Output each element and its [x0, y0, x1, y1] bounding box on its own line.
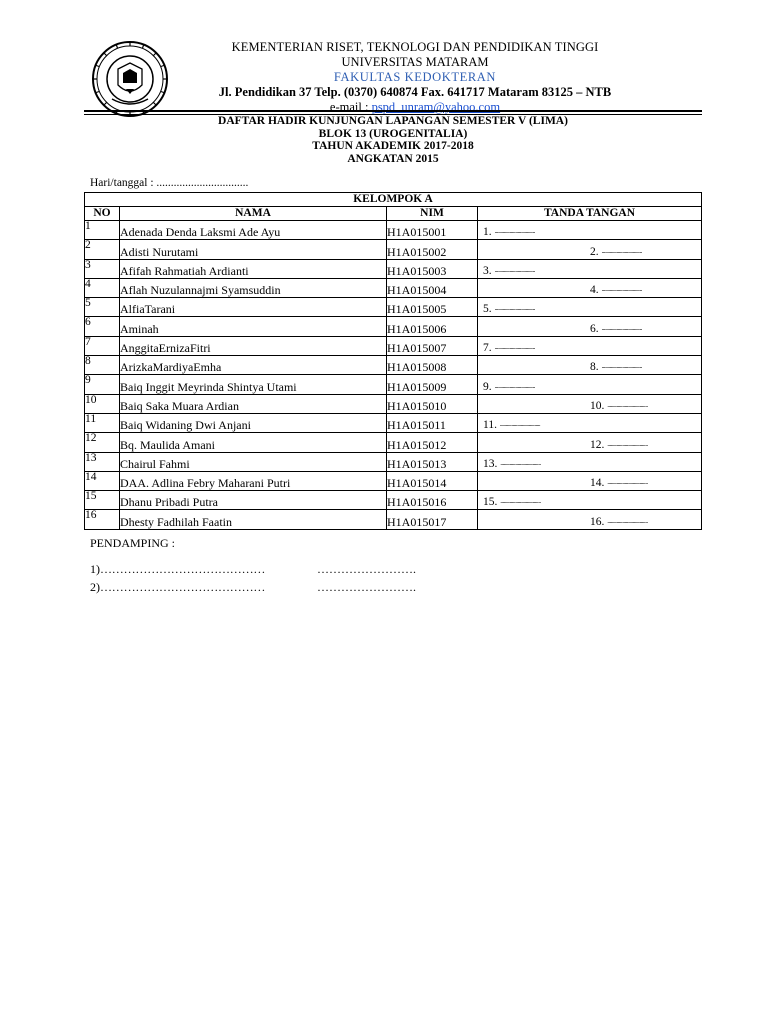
row-name: Dhanu Pribadi Putra: [120, 491, 387, 510]
signature-number: 14.: [590, 477, 605, 490]
email-link[interactable]: pspd_unram@yahoo.com: [371, 100, 501, 114]
signature-dots: ...................................: [607, 400, 648, 409]
table-row: [85, 356, 702, 375]
signature-line: [590, 400, 648, 412]
signature-dots: ...................................: [601, 323, 642, 332]
letterhead: [180, 40, 650, 115]
signature-cell[interactable]: [478, 471, 702, 490]
row-name: Baiq Inggit Meyrinda Shintya Utami: [120, 375, 387, 394]
row-nim: H1A015013: [387, 452, 478, 471]
table-row: [85, 221, 702, 240]
row-name: Afifah Rahmatiah Ardianti: [120, 259, 387, 278]
row-name: ArizkaMardiyaEmha: [120, 356, 387, 375]
row-no: 10: [85, 394, 120, 413]
signature-number: 16.: [590, 515, 605, 528]
signature-line: [590, 284, 642, 296]
signature-line: [483, 303, 535, 315]
document-title: [84, 115, 702, 165]
pendamping-name-dots: ……………………………………: [100, 562, 266, 576]
table-row: [85, 240, 702, 259]
pendamping-prefix: 1): [90, 562, 100, 576]
row-no: 16: [85, 510, 120, 529]
signature-number: 2.: [590, 245, 599, 258]
signature-line: [483, 265, 535, 277]
signature-dots: ...................................: [607, 439, 648, 448]
signature-cell[interactable]: [478, 317, 702, 336]
row-name: Baiq Widaning Dwi Anjani: [120, 413, 387, 432]
signature-line: [483, 496, 541, 508]
signature-cell[interactable]: [478, 278, 702, 297]
row-no: 3: [85, 259, 120, 278]
ministry-name: KEMENTERIAN RISET, TEKNOLOGI DAN PENDIDIKAN TINGGI: [231, 40, 599, 54]
row-nim: H1A015007: [387, 336, 478, 355]
signature-number: 6.: [590, 322, 599, 335]
faculty-name: FAKULTAS KEDOKTERAN: [333, 70, 497, 84]
row-no: 6: [85, 317, 120, 336]
signature-line: [590, 323, 642, 335]
table-row: [85, 278, 702, 297]
row-nim: H1A015006: [387, 317, 478, 336]
table-row: [85, 336, 702, 355]
signature-number: 7.: [483, 342, 492, 355]
col-header-nama: NAMA: [120, 207, 387, 221]
signature-number: 13.: [483, 457, 498, 470]
table-row: [85, 433, 702, 452]
col-header-nim: NIM: [387, 207, 478, 221]
email-label: e-mail :: [329, 100, 372, 114]
signature-cell[interactable]: [478, 510, 702, 529]
row-name: Chairul Fahmi: [120, 452, 387, 471]
row-nim: H1A015012: [387, 433, 478, 452]
signature-dots: ...................................: [494, 304, 535, 313]
row-nim: H1A015001: [387, 221, 478, 240]
signature-line: [590, 477, 648, 489]
pendamping-sign-dots: …………………….: [317, 580, 416, 594]
row-nim: H1A015008: [387, 356, 478, 375]
signature-dots: ...................................: [499, 420, 541, 429]
row-no: 11: [85, 413, 120, 432]
row-no: 13: [85, 452, 120, 471]
pendamping-label: PENDAMPING :: [90, 536, 176, 550]
group-header: KELOMPOK A: [85, 193, 702, 207]
row-name: Bq. Maulida Amani: [120, 433, 387, 452]
row-nim: H1A015005: [387, 298, 478, 317]
signature-cell[interactable]: [478, 240, 702, 259]
address: Jl. Pendidikan 37 Telp. (0370) 640874 Fax. 641717 Mataram 83125 – NTB: [218, 85, 612, 99]
signature-dots: ...................................: [494, 227, 535, 236]
table-row: [85, 317, 702, 336]
signature-dots: ...................................: [601, 362, 642, 371]
university-name: UNIVERSITAS MATARAM: [341, 55, 489, 69]
signature-number: 8.: [590, 361, 599, 374]
table-row: [85, 259, 702, 278]
row-nim: H1A015004: [387, 278, 478, 297]
signature-cell[interactable]: [478, 336, 702, 355]
signature-cell[interactable]: [478, 375, 702, 394]
signature-dots: ...................................: [601, 285, 642, 294]
signature-cell[interactable]: [478, 221, 702, 240]
table-row: [85, 375, 702, 394]
signature-dots: ...................................: [607, 478, 648, 487]
row-no: 2: [85, 240, 120, 259]
signature-line: [483, 381, 535, 393]
row-name: Aminah: [120, 317, 387, 336]
signature-dots: ...................................: [601, 246, 642, 255]
row-name: Adisti Nurutami: [120, 240, 387, 259]
signature-dots: ...................................: [494, 381, 535, 390]
signature-cell[interactable]: [478, 394, 702, 413]
row-nim: H1A015016: [387, 491, 478, 510]
signature-line: [590, 361, 642, 373]
signature-line: [590, 516, 648, 528]
signature-line: [483, 226, 535, 238]
email-line: [180, 100, 650, 115]
table-row: [85, 413, 702, 432]
row-nim: H1A015003: [387, 259, 478, 278]
signature-number: 10.: [590, 399, 605, 412]
signature-number: 5.: [483, 303, 492, 316]
row-nim: H1A015017: [387, 510, 478, 529]
signature-line: [483, 342, 535, 354]
signature-cell[interactable]: [478, 491, 702, 510]
header-rule-thick: [84, 110, 702, 112]
date-field: Hari/tanggal : ................................: [90, 177, 249, 189]
signature-number: 11.: [483, 419, 497, 432]
signature-number: 12.: [590, 438, 605, 451]
row-nim: H1A015010: [387, 394, 478, 413]
signature-line: [590, 246, 642, 258]
row-no: 8: [85, 356, 120, 375]
title-line-1: DAFTAR HADIR KUNJUNGAN LAPANGAN SEMESTER V (LIMA): [218, 115, 568, 127]
title-line-2: BLOK 13 (UROGENITALIA): [318, 127, 468, 140]
table-row: [85, 510, 702, 529]
signature-number: 15.: [483, 496, 498, 509]
signature-dots: ...................................: [500, 458, 541, 467]
signature-cell[interactable]: [478, 259, 702, 278]
row-no: 4: [85, 278, 120, 297]
signature-cell[interactable]: [478, 413, 702, 432]
pendamping-sign-dots: …………………….: [317, 562, 416, 576]
signature-cell[interactable]: [478, 298, 702, 317]
signature-dots: ...................................: [494, 343, 535, 352]
attendance-table: [84, 192, 702, 530]
row-name: Dhesty Fadhilah Faatin: [120, 510, 387, 529]
signature-number: 4.: [590, 284, 599, 297]
signature-number: 3.: [483, 264, 492, 277]
signature-dots: ...................................: [500, 497, 541, 506]
table-row: [85, 491, 702, 510]
signature-number: 9.: [483, 380, 492, 393]
row-no: 12: [85, 433, 120, 452]
row-nim: H1A015002: [387, 240, 478, 259]
table-row: [85, 394, 702, 413]
signature-number: 1.: [483, 226, 492, 239]
col-header-ttd: TANDA TANGAN: [478, 207, 702, 221]
row-nim: H1A015014: [387, 471, 478, 490]
table-row: [85, 452, 702, 471]
row-no: 15: [85, 491, 120, 510]
table-row: [85, 298, 702, 317]
pendamping-line: [90, 580, 416, 595]
signature-line: [483, 458, 541, 470]
row-no: 9: [85, 375, 120, 394]
row-no: 7: [85, 336, 120, 355]
pendamping-name-dots: ……………………………………: [100, 580, 266, 594]
row-name: Aflah Nuzulannajmi Syamsuddin: [120, 278, 387, 297]
pendamping-prefix: 2): [90, 580, 100, 594]
row-nim: H1A015009: [387, 375, 478, 394]
table-row: [85, 471, 702, 490]
pendamping-line: [90, 562, 416, 577]
university-seal-icon: [90, 39, 170, 119]
signature-line: [590, 439, 648, 451]
row-name: AlfiaTarani: [120, 298, 387, 317]
col-header-no: NO: [85, 207, 120, 221]
signature-cell[interactable]: [478, 433, 702, 452]
signature-line: [483, 419, 540, 431]
row-name: Adenada Denda Laksmi Ade Ayu: [120, 221, 387, 240]
row-nim: H1A015011: [387, 413, 478, 432]
signature-cell[interactable]: [478, 452, 702, 471]
signature-cell[interactable]: [478, 356, 702, 375]
row-name: DAA. Adlina Febry Maharani Putri: [120, 471, 387, 490]
signature-dots: ...................................: [607, 516, 648, 525]
row-no: 1: [85, 221, 120, 240]
row-name: AnggitaErnizaFitri: [120, 336, 387, 355]
row-no: 5: [85, 298, 120, 317]
title-line-4: ANGKATAN 2015: [347, 152, 439, 165]
title-line-3: TAHUN AKADEMIK 2017-2018: [312, 140, 474, 152]
signature-dots: ...................................: [494, 265, 535, 274]
row-name: Baiq Saka Muara Ardian: [120, 394, 387, 413]
row-no: 14: [85, 471, 120, 490]
